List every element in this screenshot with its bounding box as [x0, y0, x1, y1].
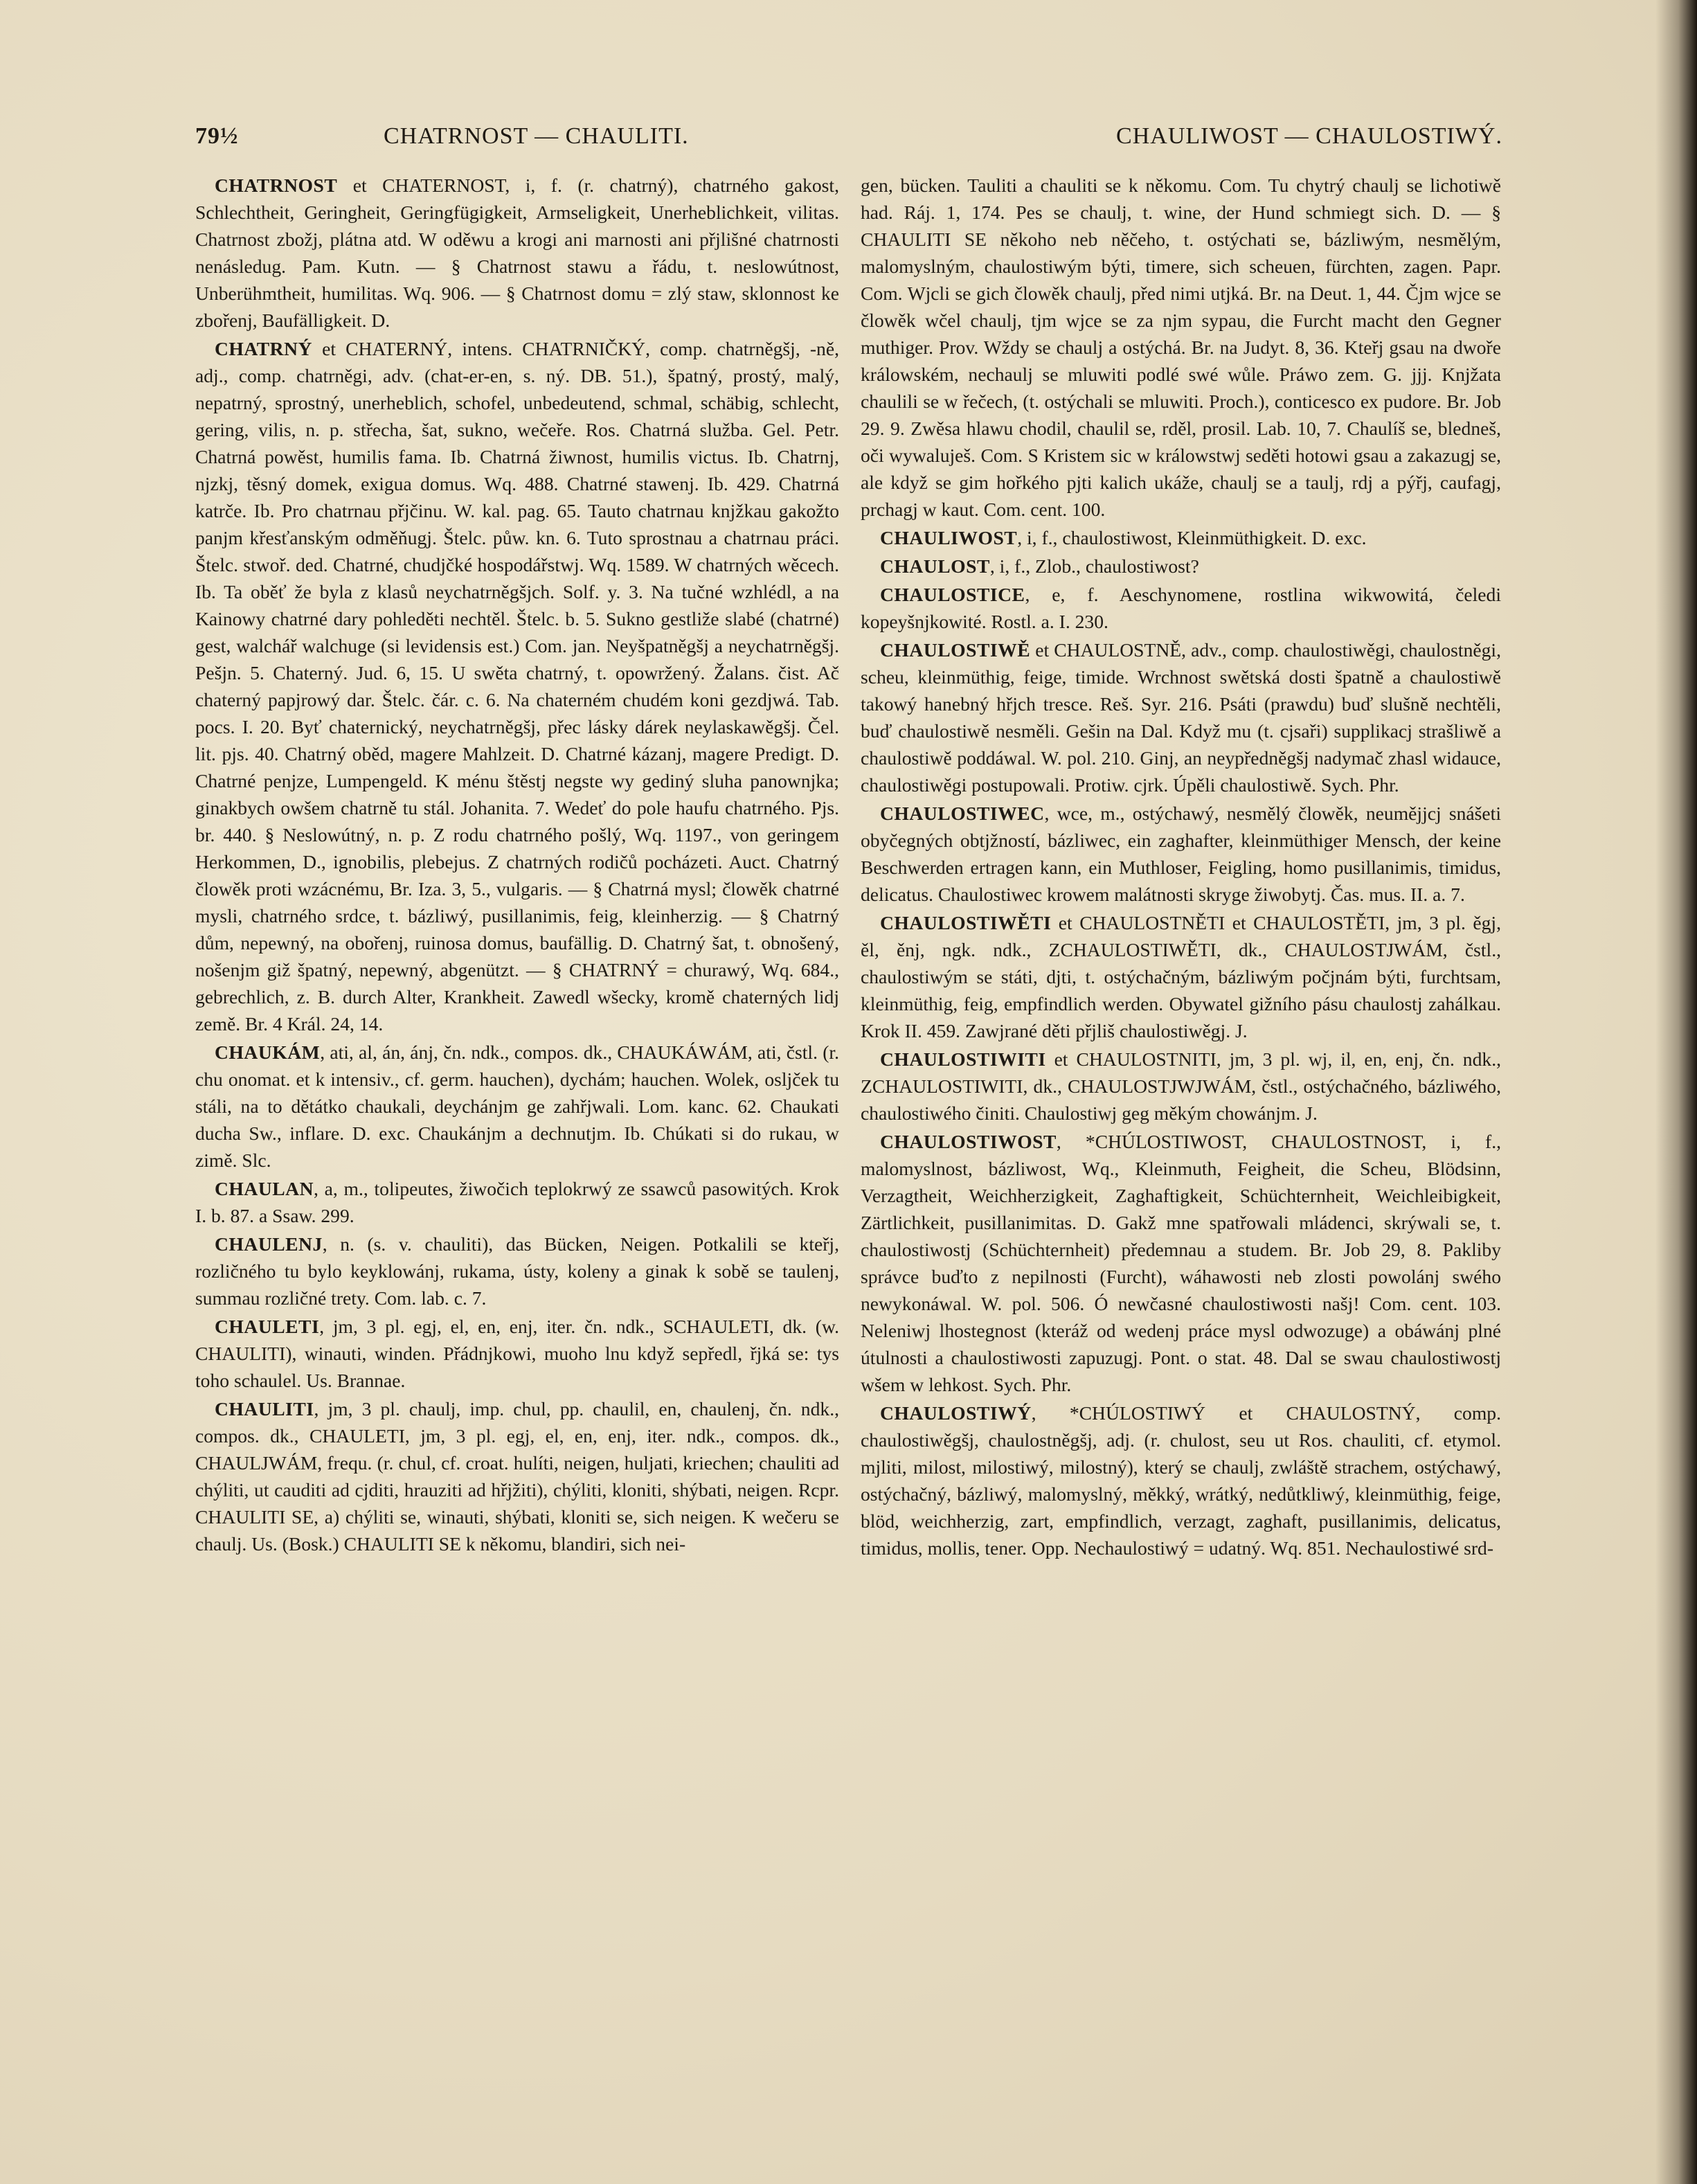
entry-body: et CHATERNÝ, intens. CHATRNIČKÝ, comp. chatrněgšj, -ně, adj., comp. chatrněgi, adv. (chat-er-en, s. ný. DB. 51.), špatný, prostý, malý, nepatrný, sprostný, unerheblich, schofel, unbedeutend, schmal, schäbig, schlecht, gering, vilis, n. p. střecha, šat, sukno, wečeře. Ros. Chatrná služba. Gel. Petr. Chatrná powěst, humilis fama. Ib. Chatrná žiwnost, humilis victus. Ib. Chatrnj, njzkj, těsný domek, exigua domus. Wq. 488. Chatrné stawenj. Ib. 429. Chatrná katrče. Ib. Pro chatrnau přjčinu. W. kal. pag. 65. Tauto chatrnau knjžkau gakožto panjm křesťanským odměňugj. Štelc. půw. kn. 6. Tuto sprostnau a chatrnau práci. Štelc. stwoř. ded. Chatrné, chudjčké hospodářstwj. Wq. 1589. W chatrných wěcech. Ib. Ta oběť že byla z klasů neychatrněgšjch. Solf. y. 3. Na tučné wzhlédl, a na Kainowy chatrné dary pohleděti nechtěl. Štelc. b. 5. Sukno gestliže slabé (chatrné) gest, walchář walchuge (si levidensis est.) Com. jan. Neyšpatněgšj a neychatrněgšj. Pešjn. 5. Chaterný. Jud. 6, 15. U swěta chatrný, t. opowržený. Žalans. čist. Ač chaterný papjrowý dar. Štelc. čár. c. 6. Na chaterném chudém koni gezdjwá. Tab. pocs. I. 20. Byť chaternický, neychatrněgšj, přec lásky dárek neylaskawěgšj. Čel. lit. pjs. 40. Chatrný oběd, magere Mahlzeit. D. Chatrné kázanj, magere Predigt. D. Chatrné penjze, Lumpengeld. K ménu štěstj negste wy gediný sluha panownjka; ginakbych owšem chatrně tu stál. Johanita. 7. Wedeť do pole haufu chatrného. Pjs. br. 440. § Neslowútný, n. p. Z rodu chatrného pošlý, Wq. 1197., von geringem Herkommen, D., ignobilis, plebejus. Z chatrných rodičů pocházeti. Auct. Chatrný člowěk proti wzácnému, Br. Iza. 3, 5., vulgaris. — § Chatrná mysl; člowěk chatrné mysli, chatrného srdce, t. bázliwý, pusillanimis, feig, kleinherzig. — § Chatrný dům, nepewný, na obořenj, ruinosa domus, baufällig. D. Chatrný šat, t. obnošený, nošenjm giž špatný, nepewný, abgenützt. — § CHATRNÝ = churawý, Wq. 684., gebrechlich, z. B. durch Alter, Krankheit. Zawedl wšecky, kromě chaterných lidj země. Br. 4 Král. 24, 14.	[195, 338, 839, 1035]
entry-headword: CHAULOSTIWITI	[880, 1048, 1046, 1070]
entry-chaulenj	[195, 1230, 839, 1312]
entry-chaukam	[195, 1039, 839, 1174]
entry-body: et CHAULOSTNĚTI et CHAULOSTĚTI, jm, 3 pl. ěgj, ěl, ěnj, ngk. ndk., ZCHAULOSTIWĚTI, dk., CHAULOSTJWÁM, čstl., chaulostiwým se státi, djti, t. ostýchačným, bázliwým počjnám býti, furchtsam, kleinmüthig, feig, empfindlich werden. Obywatel gižního pásu chaulostj zahálkau. Krok II. 459. Zawjrané děti přjliš chaulostiwěgj. J.	[861, 912, 1501, 1041]
entry-headword: CHAULETI	[215, 1316, 320, 1337]
entry-chaulostiwost	[861, 1128, 1501, 1398]
entry-body: , e, f. Aeschynomene, rostlina wikwowitá, čeledi kopeyšnjkowité. Rostl. a. I. 230.	[861, 584, 1501, 632]
entry-chaulostice	[861, 581, 1501, 635]
entry-headword: CHAULOSTIWÝ	[880, 1402, 1032, 1424]
entry-body: et CHAULOSTNĚ, adv., comp. chaulostiwěgi, chaulostněgi, scheu, kleinmüthig, feige, timide. Wrchnost swětská dosti špatně a chaulostiwě takowý hanebný hřjch tresce. Reš. Syr. 216. Psáti (prawdu) buď slušně nechtěli, buď chaulostiwě nesměli. Gešin na Dal. Když mu (t. cjsaři) supplikacj strašliwě a chaulostiwě poddáwal. W. pol. 210. Ginj, an neypředněgšj nadymač zhasl widauce, chaulostiwěgi postupowali. Protiw. cjrk. Úpěli chaulostiwě. Sych. Phr.	[861, 639, 1501, 796]
entry-body: et CHATERNOST, i, f. (r. chatrný), chatrného gakost, Schlechtheit, Geringheit, Geringfügigkeit, Armseligkeit, Unerheblichkeit, vilitas. Chatrnost zbožj, plátna atd. W oděwu a krogi ani marnosti ani přjlišné chatrnosti nenásledug. Pam. Kutn. — § Chatrnost stawu a řádu, t. neslowútnost, Unberühmtheit, humilitas. Wq. 906. — § Chatrnost domu = zlý staw, sklonnost ke zbořenj, Baufälligkeit. D.	[195, 174, 839, 331]
right-column	[861, 172, 1501, 2124]
entry-headword: CHAULAN	[215, 1178, 314, 1199]
entry-chaulostiwiti	[861, 1046, 1501, 1127]
entry-headword: CHAULOST	[880, 555, 990, 577]
entry-headword: CHAULOSTICE	[880, 584, 1025, 605]
entry-chauliti	[195, 1395, 839, 1557]
entry-headword: CHAULOSTIWEC	[880, 803, 1045, 824]
entry-headword: CHAULOSTIWĚ	[880, 639, 1031, 661]
binding-gutter-shadow	[1655, 0, 1697, 2184]
entry-continuation	[861, 172, 1501, 523]
entry-body: , n. (s. v. chauliti), das Bücken, Neigen. Potkalili se kteřj, rozličného tu bylo keyklowánj, rukama, ústy, koleny a ginak k sobě se taulenj, summau rozličné trety. Com. lab. c. 7.	[195, 1233, 839, 1309]
entry-headword: CHAUKÁM	[215, 1041, 321, 1063]
running-header	[195, 123, 1502, 158]
entry-body: gen, bücken. Tauliti a chauliti se k někomu. Com. Tu chytrý chaulj se lichotiwě had. Ráj. 1, 174. Pes se chaulj, t. wine, der Hund schmiegt sich. D. — § CHAULITI SE někoho neb něčeho, t. ostýchati se, bázliwým, nesmělým, malomyslným, chaulostiwým býti, timere, sich scheuen, fürchten, zagen. Papr. Com. Wjcli se gich člowěk chaulj, před nimi utjká. Br. na Deut. 1, 44. Čjm wjce se člowěk wčel chaulj, tjm wjce se za njm sypau, die Furcht macht den Gegner muthiger. Prov. Wždy se chaulj a ostýchá. Br. na Judyt. 8, 36. Kteřj gsau na dwoře králowském, nechaulj se mluwiti podlé swé wůle. Práwo zem. G. jjj. Knjžata chaulili se w řečech, (t. ostýchali se mluwiti. Proch.), conticesco ex pudore. Br. Job 29. 9. Zwěsa hlawu chodil, chaulil se, rděl, prosil. Lab. 10, 7. Chaulíš se, bledneš, oči wywaluješ. Com. S Kristem sic w králowstwj seděti hotowi gsau a zakazugj se, ale když se gim hořkého pjti kalich ukáže, chaulj se a taulj, rdj a pýřj, caufagj, prchagj w kaut. Com. cent. 100.	[861, 174, 1501, 520]
entry-chauleti	[195, 1313, 839, 1394]
page-number: 79½	[195, 123, 239, 149]
entry-body: , jm, 3 pl. egj, el, en, enj, iter. čn. ndk., SCHAULETI, dk. (w. CHAULITI), winauti, winden. Přádnjkowi, muoho lnu když sepředl, řjká se: tys toho schaulel. Us. Brannae.	[195, 1316, 839, 1391]
entry-chauliwost	[861, 524, 1501, 551]
entry-chaulostiwy	[861, 1399, 1501, 1561]
entry-chaulostiwec	[861, 800, 1501, 908]
entry-headword: CHATRNÝ	[215, 338, 312, 359]
entry-headword: CHATRNOST	[215, 174, 338, 196]
entry-chaulostiweti	[861, 909, 1501, 1044]
entry-body: , *CHÚLOSTIWÝ et CHAULOSTNÝ, comp. chaulostiwěgšj, chaulostněgšj, adj. (r. chulost, seu ut Ros. chauliti, cf. etymol. mjliti, milost, milostiwý, milostný), který se chaulj, zwláště strachem, ostýchawý, ostýchačný, bázliwý, malomyslný, měkký, wrátký, nedůtkliwý, kleinmüthig, feige, blöd, weichherzig, zart, empfindlich, verzagt, zaghaft, pusillanimis, delicatus, timidus, mollis, tener. Opp. Nechaulostiwý = udatný. Wq. 851. Nechaulostiwé srd-	[861, 1402, 1501, 1559]
entry-chaulostiwe	[861, 636, 1501, 798]
entry-chaulan	[195, 1175, 839, 1229]
entry-headword: CHAULITI	[215, 1398, 314, 1420]
left-running-title: CHATRNOST — CHAULITI.	[384, 123, 689, 149]
entry-body: , ati, al, án, ánj, čn. ndk., compos. dk., CHAUKÁWÁM, ati, čstl. (r. chu onomat. et k intensiv., cf. germ. hauchen), dychám; hauchen. Wolek, osljček tu stáli, na to dětátko chaukali, deychánjm ge zahřjwali. Lom. kanc. 62. Chaukati ducha Sw., inflare. D. exc. Chaukánjm a dechnutjm. Ib. Chúkati si do rukau, w zimě. Slc.	[195, 1041, 839, 1171]
entry-headword: CHAULENJ	[215, 1233, 323, 1255]
entry-body: , i, f., chaulostiwost, Kleinmüthigkeit. D. exc.	[1017, 527, 1367, 548]
entry-chatrnost	[195, 172, 839, 334]
entry-headword: CHAULIWOST	[880, 527, 1018, 548]
right-running-title: CHAULIWOST — CHAULOSTIWÝ.	[1116, 123, 1502, 149]
entry-chatrny	[195, 335, 839, 1037]
entry-body: , i, f., Zlob., chaulostiwost?	[989, 555, 1199, 577]
left-column	[195, 172, 839, 2124]
entry-chaulost	[861, 553, 1501, 580]
entry-body: , wce, m., ostýchawý, nesmělý člowěk, neumějjcj snášeti obyčegných obtjžností, bázliwec, ein zaghafter, kleinmüthiger Mensch, der keine Beschwerden ertragen kann, ein Muthloser, Feigling, homo pusillanimis, timidus, delicatus. Chaulostiwec krowem malátnosti skryge žiwobytj. Čas. mus. II. a. 7.	[861, 803, 1501, 905]
entry-body: et CHAULOSTNITI, jm, 3 pl. wj, il, en, enj, čn. ndk., ZCHAULOSTIWITI, dk., CHAULOSTJWJWÁM, čstl., ostýchačného, bázliwého, chaulostiwého činiti. Chaulostiwj geg měkým chowánjm. J.	[861, 1048, 1501, 1124]
entry-body: , a, m., tolipeutes, žiwočich teplokrwý ze ssawců pasowitých. Krok I. b. 87. a Ssaw. 299.	[195, 1178, 839, 1226]
entry-headword: CHAULOSTIWOST	[880, 1131, 1057, 1152]
entry-headword: CHAULOSTIWĚTI	[880, 912, 1052, 933]
entry-body: , jm, 3 pl. chaulj, imp. chul, pp. chaulil, en, chaulenj, čn. ndk., compos. dk., CHAULETI, jm, 3 pl. egj, el, en, enj, iter. ndk., compos. dk., CHAULJWÁM, frequ. (r. chul, cf. croat. hulíti, neigen, huljati, kriechen; chauliti ad chýliti, ut cauditi ad cjditi, hrauziti ad hřjžiti), chýliti, kloniti, shýbati, neigen. Rcpr. CHAULITI SE, a) chýliti se, winauti, shýbati, kloniti se, sich neigen. K wečeru se chaulj. Us. (Bosk.) CHAULITI SE k někomu, blandiri, sich nei-	[195, 1398, 839, 1555]
entry-body: , *CHÚLOSTIWOST, CHAULOSTNOST, i, f., malomyslnost, bázliwost, Wq., Kleinmuth, Feigheit, die Scheu, Blödsinn, Verzagtheit, Weichherzigkeit, Zaghaftigkeit, Schüchternheit, Weichleibigkeit, Zärtlichkeit, pusillanimitas. D. Gakž mne spatřowali mládenci, skrýwali se, t. chaulostiwostj (Schüchternheit) předemnau a studem. Br. Job 29, 8. Pakliby správce buďto z nepilnosti (Furcht), wáhawosti neb zlosti powolánj swého newykonáwal. W. pol. 506. Ó newčasné chaulostiwosti našj! Com. cent. 103. Neleniwj lhostegnost (kteráž od wedenj práce mysl odwozuge) a obáwánj plné útulnosti a chaulostiwosti zapuzugj. Pont. o stat. 48. Dal se swau chaulostiwostj wšem w lehkost. Sych. Phr.	[861, 1131, 1501, 1395]
